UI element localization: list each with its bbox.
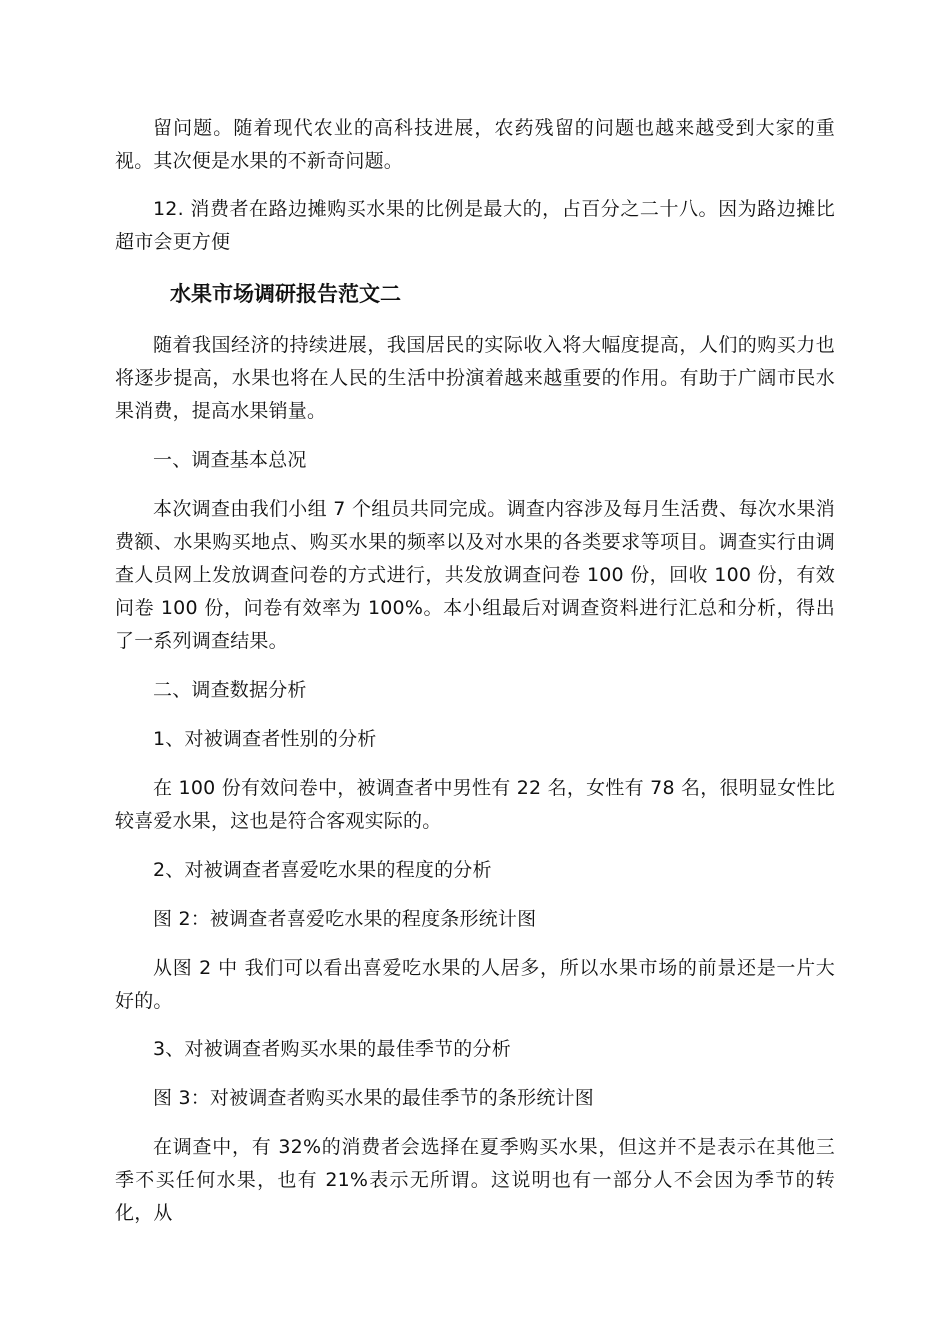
subheading-fondness-analysis: 2、对被调查者喜爱吃水果的程度的分析 bbox=[153, 859, 492, 881]
subheading-data-analysis: 二、调查数据分析 bbox=[153, 679, 307, 701]
figure-caption-3: 图 3：对被调查者购买水果的最佳季节的条形统计图 bbox=[153, 1087, 594, 1109]
paragraph-season-analysis: 在调查中，有 32%的消费者会选择在夏季购买水果，但这并不是表示在其他三季不买任何水果，也有 21%表示无所谓。这说明也有一部分人不会因为季节的转化，从 bbox=[115, 1136, 836, 1224]
subheading-survey-overview: 一、调查基本总况 bbox=[153, 449, 307, 471]
paragraph-roadside-stall: 12. 消费者在路边摊购买水果的比例是最大的，占百分之二十八。因为路边摊比超市会更方便 bbox=[115, 198, 835, 253]
section-heading: 水果市场调研报告范文二 bbox=[170, 282, 401, 306]
paragraph-intro: 随着我国经济的持续进展，我国居民的实际收入将大幅度提高，人们的购买力也将逐步提高，水果也将在人民的生活中扮演着越来越重要的作用。有助于广阔市民水果消费，提高水果销量。 bbox=[115, 334, 835, 422]
subheading-season-analysis: 3、对被调查者购买水果的最佳季节的分析 bbox=[153, 1038, 511, 1060]
subheading-gender-analysis: 1、对被调查者性别的分析 bbox=[153, 728, 377, 750]
paragraph-figure-2-conclusion: 从图 2 中 我们可以看出喜爱吃水果的人居多，所以水果市场的前景还是一片大好的。 bbox=[115, 957, 835, 1012]
paragraph-pesticide-residue: 留问题。随着现代农业的高科技进展，农药残留的问题也越来越受到大家的重视。其次便是水果的不新奇问题。 bbox=[115, 117, 835, 172]
figure-caption-2: 图 2：被调查者喜爱吃水果的程度条形统计图 bbox=[153, 908, 537, 930]
paragraph-survey-overview: 本次调查由我们小组 7 个组员共同完成。调查内容涉及每月生活费、每次水果消费额、水果购买地点、购买水果的频率以及对水果的各类要求等项目。调查实行由调查人员网上发放调查问卷的方式进行，共发放调查问卷 100 份，回收 100 份，有效问卷 100 份，问卷有效率为 100%。本小组最后对调查资料进行汇总和分析，得出了一系列调查结果。 bbox=[115, 498, 835, 652]
paragraph-gender-analysis: 在 100 份有效问卷中，被调查者中男性有 22 名，女性有 78 名，很明显女性比较喜爱水果，这也是符合客观实际的。 bbox=[115, 777, 835, 832]
